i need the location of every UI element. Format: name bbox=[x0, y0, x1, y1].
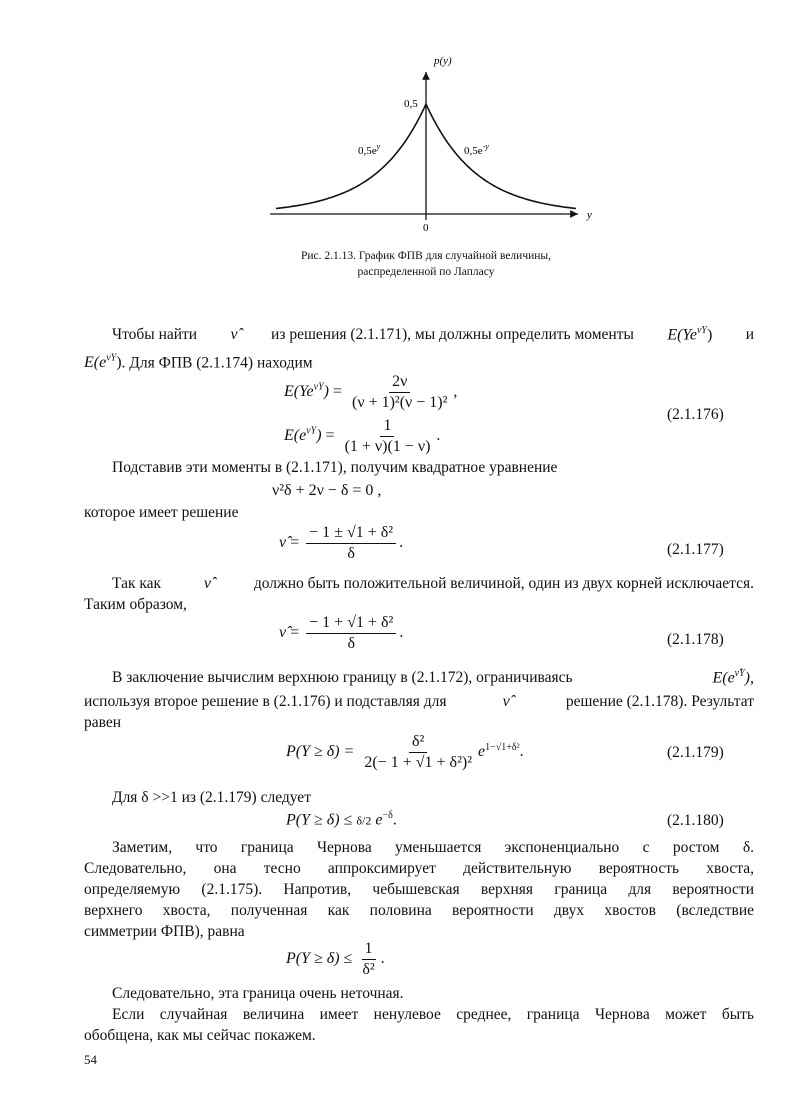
right-curve-label: $0,5e^{-y}$ bbox=[464, 142, 489, 157]
paragraph-4-line-1: Так как ν̂ должно быть положительной величиной, один из двух корней исключается. bbox=[112, 575, 754, 592]
figure-caption bbox=[216, 248, 636, 280]
paragraph-1-line-1: Чтобы найти ν̂ из решения (2.1.171), мы должны определить моменты $E(Ye^{\nu Y})$ и bbox=[112, 321, 754, 345]
paragraph-1-line-2: $E(e^{\nu Y})$. Для ФПВ (2.1.174) находим bbox=[84, 353, 313, 372]
paragraph-8: Следовательно, эта граница очень неточная. bbox=[112, 985, 404, 1002]
y-axis-label: p(y) bbox=[434, 55, 452, 67]
chebyshev-bound: P(Y ≥ δ) ≤ $\frac{1}{\text{δ²}}$ . bbox=[286, 940, 385, 978]
paragraph-5-line-1: В заключение вычислим верхнюю границу в (2.1.172), ограничиваясь $E(e^{\nûY})$, bbox=[112, 668, 754, 687]
equation-180: P(Y ≥ δ) ≤ δ/2 $e^{-\delta}$. bbox=[286, 810, 397, 829]
paragraph-9-line-2: обобщена, как мы сейчас покажем. bbox=[84, 1027, 316, 1044]
equation-179: P(Y ≥ δ) = $\frac{\text{δ²}}{\text{2(− 1 + √1 + δ²)²}}$ $e^{1-√1+\delta^2}$. bbox=[286, 733, 524, 771]
nu-hat-symbol: ν̂ bbox=[230, 326, 238, 344]
paragraph-7-line-3: определяемую (2.1.175). Напротив, чебышевская верхняя граница для вероятности bbox=[84, 881, 754, 898]
equation-178: ν̂ = $\frac{\text{− 1 + √1 + δ²}}{\delta}$ . bbox=[279, 614, 404, 652]
paragraph-7-line-4: верхнего хвоста, полученная как половина вероятности двух хвостов (вследствие bbox=[84, 902, 754, 919]
moment-e-e: $E(e^{\nu Y})$ bbox=[84, 353, 122, 372]
left-curve-label: $0,5e^y$ bbox=[358, 142, 381, 157]
paragraph-7-line-1: Заметим, что граница Чернова уменьшается экспоненциально с ростом δ. bbox=[112, 839, 754, 856]
laplace-pdf-chart bbox=[260, 50, 600, 240]
moment-e-ye: $E(Ye^{\nu Y})$ bbox=[667, 325, 713, 344]
quadratic-equation: ν²δ + 2ν − δ = 0 , bbox=[272, 482, 382, 499]
equation-number-177: (2.1.177) bbox=[667, 541, 724, 558]
paragraph-6: Для δ >>1 из (2.1.179) следует bbox=[112, 789, 311, 806]
equation-number-178: (2.1.178) bbox=[667, 631, 724, 648]
equation-number-180: (2.1.180) bbox=[667, 812, 724, 829]
paragraph-5-line-3: равен bbox=[84, 714, 122, 731]
equation-number-179: (2.1.179) bbox=[667, 744, 724, 761]
paragraph-9-line-1: Если случайная величина имеет ненулевое среднее, граница Чернова может быть bbox=[112, 1006, 754, 1023]
peak-tick-label: 0,5 bbox=[404, 98, 418, 110]
page-number: 54 bbox=[84, 1052, 97, 1067]
origin-tick-label: 0 bbox=[423, 222, 429, 234]
x-axis-label: y bbox=[587, 209, 592, 221]
paragraph-2: Подставив эти моменты в (2.1.171), получим квадратное уравнение bbox=[112, 459, 558, 476]
equation-176-line-1: $E(Ye^{\nu Y})$ = $\frac{2\nu}{\text{(ν + 1)²(ν − 1)²}}$ , bbox=[284, 373, 458, 411]
caption-line-1: Рис. 2.1.13. График ФПВ для случайной величины, bbox=[300, 250, 552, 262]
paragraph-5-line-2: используя второе решение в (2.1.176) и подставляя для ν̂ решение (2.1.178). Результат bbox=[84, 693, 754, 710]
equation-177: ν̂ = $\frac{\text{− 1 ± √1 + δ²}}{\delta}$ . bbox=[279, 524, 404, 562]
caption-line-2: распределенной по Лапласу bbox=[357, 266, 495, 278]
equation-176-line-2: $E(e^{\nu Y})$ = $\frac{1}{(1 + \nu)(1 - \nu)}$ . bbox=[284, 417, 441, 455]
paragraph-7-line-5: симметрии ФПВ), равна bbox=[84, 923, 245, 940]
paragraph-3: которое имеет решение bbox=[84, 504, 239, 521]
paragraph-7-line-2: Следовательно, она тесно аппроксимирует действительную вероятность хвоста, bbox=[84, 860, 754, 877]
equation-number-176: (2.1.176) bbox=[667, 406, 724, 423]
paragraph-4-line-2: Таким образом, bbox=[84, 596, 187, 613]
